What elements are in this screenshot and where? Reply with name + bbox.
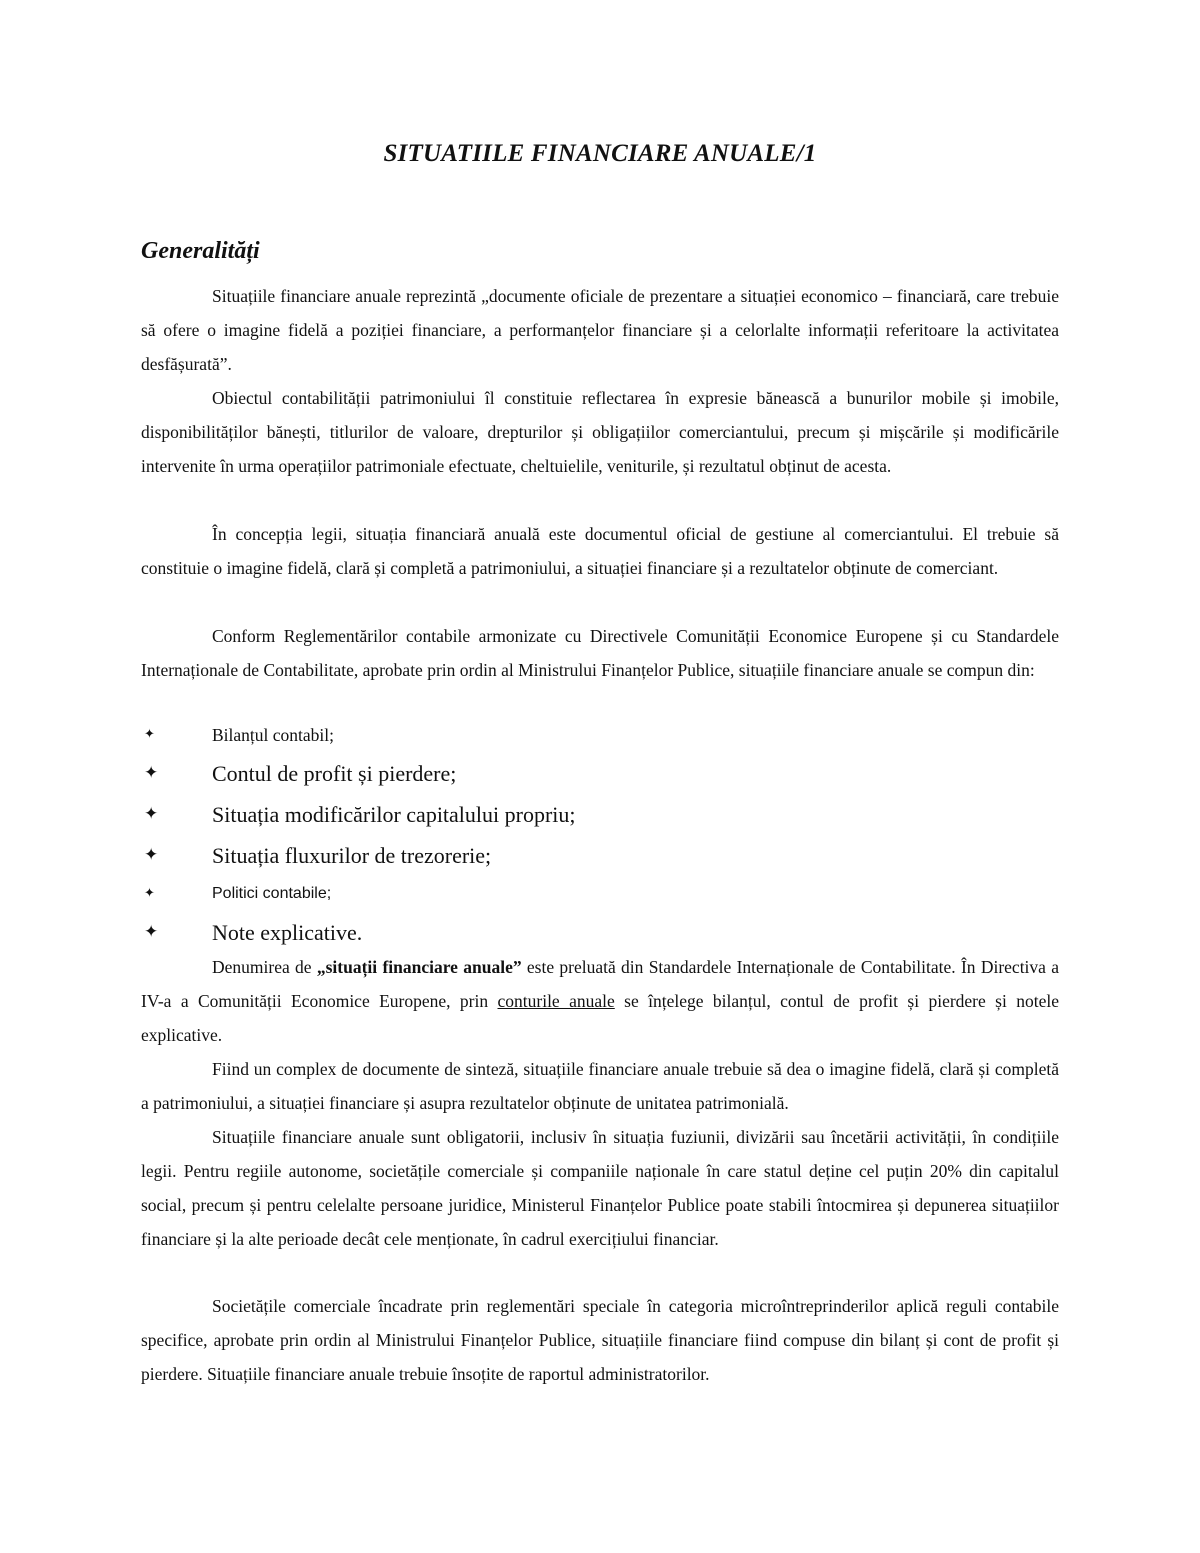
four-point-star-icon: ✦ bbox=[144, 727, 155, 742]
document-title: SITUATIILE FINANCIARE ANUALE/1 bbox=[383, 140, 817, 167]
paragraph-law-concept: În concepția legii, situația financiară anuală este documentul oficial de gestiune al comerciantului. El trebuie să constituie o imagine fidelă, clară și completă a patrimoniului, a situației financiare și a rezultatelor obținute de comerciant. bbox=[141, 524, 1059, 578]
paragraph-object: Obiectul contabilității patrimoniului îl constituie reflectarea în expresie bănească a bunurilor mobile și imobile, disponibilităților bănești, titlurilor de valoare, drepturilor și obligațiilor comerciantului, precum și mișcările și modificările intervenite în urma operațiilor patrimoniale efectuate, cheltuielile, veniturile, și rezultatul obținut de acesta. bbox=[141, 388, 1059, 476]
paragraph-definition: Situațiile financiare anuale reprezintă „documente oficiale de prezentare a situației economico – financiară, care trebuie să ofere o imagine fidelă a poziției financiare, a performanțelor financiare și a celorlalte informații referitoare la activitatea desfășurată”. bbox=[141, 286, 1059, 374]
four-point-star-icon: ✦ bbox=[144, 886, 155, 901]
paragraph-obligations: Situațiile financiare anuale sunt obligatorii, inclusiv în situația fuziunii, divizării sau încetării activității, în condițiile legii. Pentru regiile autonome, societățile comerciale și companiile naționale în care statul deține cel puțin 20% din capitalul social, precum și pentru celelalte persoane juridice, Ministerul Finanțelor Publice poate stabili întocmirea și depunerea situațiilor financiare și la alte perioade decât cele menționate, în cadrul exercițiului financiar. bbox=[141, 1127, 1059, 1249]
annual-accounts-term: conturile anuale bbox=[497, 991, 615, 1011]
paragraph-terminology bbox=[141, 950, 1059, 1052]
terminology-text-before: Denumirea de bbox=[212, 957, 317, 977]
list-item-text: Bilanțul contabil; bbox=[212, 725, 334, 745]
list-item bbox=[141, 717, 1059, 753]
components-list bbox=[141, 717, 1059, 953]
list-item-text: Politici contabile; bbox=[212, 885, 332, 902]
four-point-star-icon: ✦ bbox=[144, 922, 159, 942]
list-item bbox=[141, 876, 1059, 912]
terminology-bold-term: „situații financiare anuale” bbox=[316, 957, 522, 977]
four-point-star-icon: ✦ bbox=[144, 804, 159, 824]
list-item bbox=[141, 753, 1059, 794]
four-point-star-icon: ✦ bbox=[144, 845, 159, 865]
paragraph-synthesis: Fiind un complex de documente de sinteză, situațiile financiare anuale trebuie să dea o imagine fidelă, clară și completă a patrimoniului, a situației financiare și asupra rezultatelor obținute de unitatea patrimonială. bbox=[141, 1059, 1059, 1113]
list-item-text: Note explicative. bbox=[212, 920, 363, 945]
list-item-text: Situația modificărilor capitalului propriu; bbox=[212, 802, 576, 827]
list-item bbox=[141, 912, 1059, 953]
paragraph-components-intro: Conform Reglementărilor contabile armonizate cu Directivele Comunității Economice Europene și cu Standardele Internaționale de Contabilitate, aprobate prin ordin al Ministrului Finanțelor Publice, situațiile financiare anuale se compun din: bbox=[141, 626, 1059, 680]
section-heading: Generalități bbox=[141, 238, 260, 264]
four-point-star-icon: ✦ bbox=[144, 763, 159, 783]
terminology-text-after: se înțelege bilanțul, contul de profit și pierdere și notele explicative. bbox=[141, 991, 1059, 1045]
terminology-text-middle: este preluată din Standardele Internaționale de Contabilitate. În Directiva a IV-a a Comunității Economice Europene, prin bbox=[141, 957, 1059, 1011]
list-item bbox=[141, 835, 1059, 876]
paragraph-microenterprises: Societățile comerciale încadrate prin reglementări speciale în categoria microîntreprinderilor aplică reguli contabile specifice, aprobate prin ordin al Ministrului Finanțelor Publice, situațiile financiare fiind compuse din bilanț și cont de profit și pierdere. Situațiile financiare anuale trebuie însoțite de raportul administratorilor. bbox=[141, 1296, 1059, 1384]
list-item bbox=[141, 794, 1059, 835]
list-item-text: Contul de profit și pierdere; bbox=[212, 761, 457, 786]
list-item-text: Situația fluxurilor de trezorerie; bbox=[212, 843, 492, 868]
